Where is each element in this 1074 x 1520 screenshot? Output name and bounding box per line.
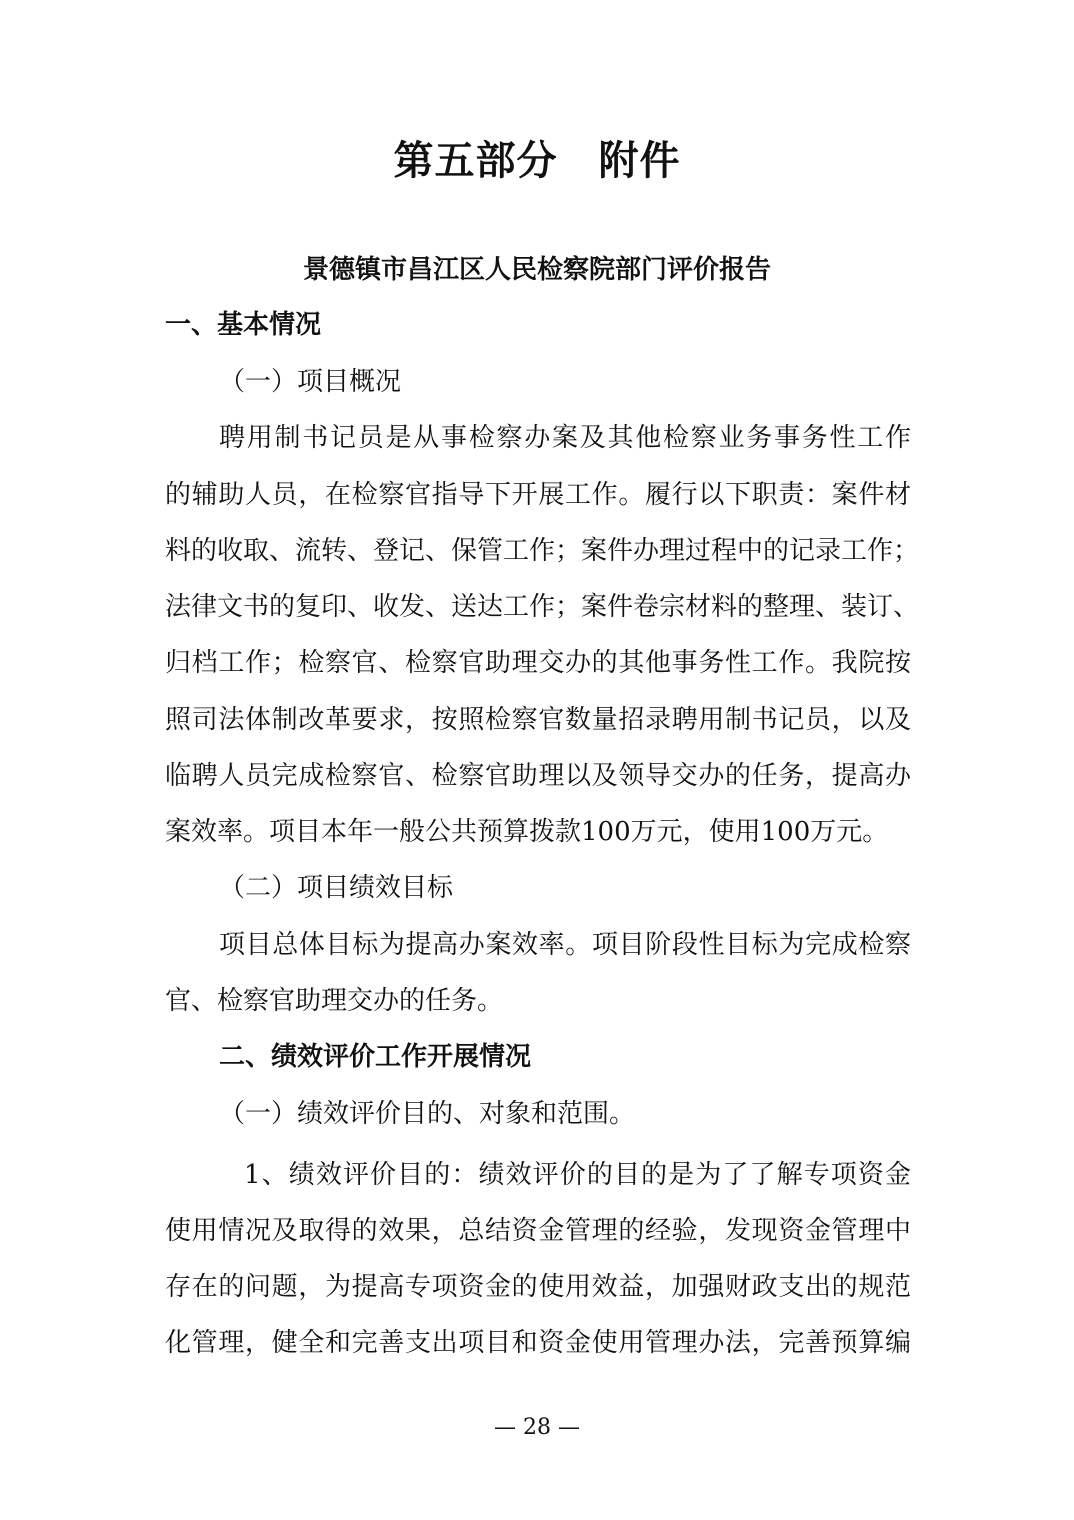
page-title: 第五部分 附件: [393, 137, 681, 184]
paragraph-line: 归档工作；检察官、检察官助理交办的其他事务性工作。我院按: [165, 648, 911, 678]
report-subtitle: 景德镇市昌江区人民检察院部门评价报告: [302, 255, 771, 285]
subsection-heading: （二）项目绩效目标: [219, 873, 454, 903]
paragraph-line: 项目总体目标为提高办案效率。项目阶段性目标为完成检察: [219, 930, 911, 960]
paragraph-line: 法律文书的复印、收发、送达工作；案件卷宗材料的整理、装订、: [165, 592, 920, 622]
page-number: — 28 —: [494, 1415, 580, 1440]
subsection-heading: （一）绩效评价目的、对象和范围。: [219, 1099, 636, 1129]
subsection-heading: （一）项目概况: [219, 367, 402, 397]
paragraph-line: 临聘人员完成检察官、检察官助理以及领导交办的任务，提高办: [165, 761, 911, 791]
section-heading-1: 一、基本情况: [165, 310, 322, 340]
paragraph-line: 的辅助人员，在检察官指导下开展工作。履行以下职责：案件材: [165, 480, 911, 510]
paragraph-line: 照司法体制改革要求，按照检察官数量招录聘用制书记员，以及: [165, 705, 911, 735]
paragraph-line: 化管理，健全和完善支出项目和资金使用管理办法，完善预算编: [165, 1328, 911, 1358]
paragraph-line: 官、检察官助理交办的任务。: [165, 986, 504, 1016]
paragraph-line: 存在的问题，为提高专项资金的使用效益，加强财政支出的规范: [165, 1272, 911, 1302]
section-heading-2: 二、绩效评价工作开展情况: [219, 1042, 532, 1072]
paragraph-line: 1、绩效评价目的：绩效评价的目的是为了了解专项资金: [244, 1160, 911, 1190]
paragraph-line: 聘用制书记员是从事检察办案及其他检察业务事务性工作: [219, 423, 911, 453]
paragraph-line: 使用情况及取得的效果，总结资金管理的经验，发现资金管理中: [165, 1216, 911, 1246]
paragraph-line: 料的收取、流转、登记、保管工作；案件办理过程中的记录工作；: [165, 536, 920, 566]
paragraph-line: 案效率。项目本年一般公共预算拨款100万元，使用100万元。: [165, 817, 889, 847]
